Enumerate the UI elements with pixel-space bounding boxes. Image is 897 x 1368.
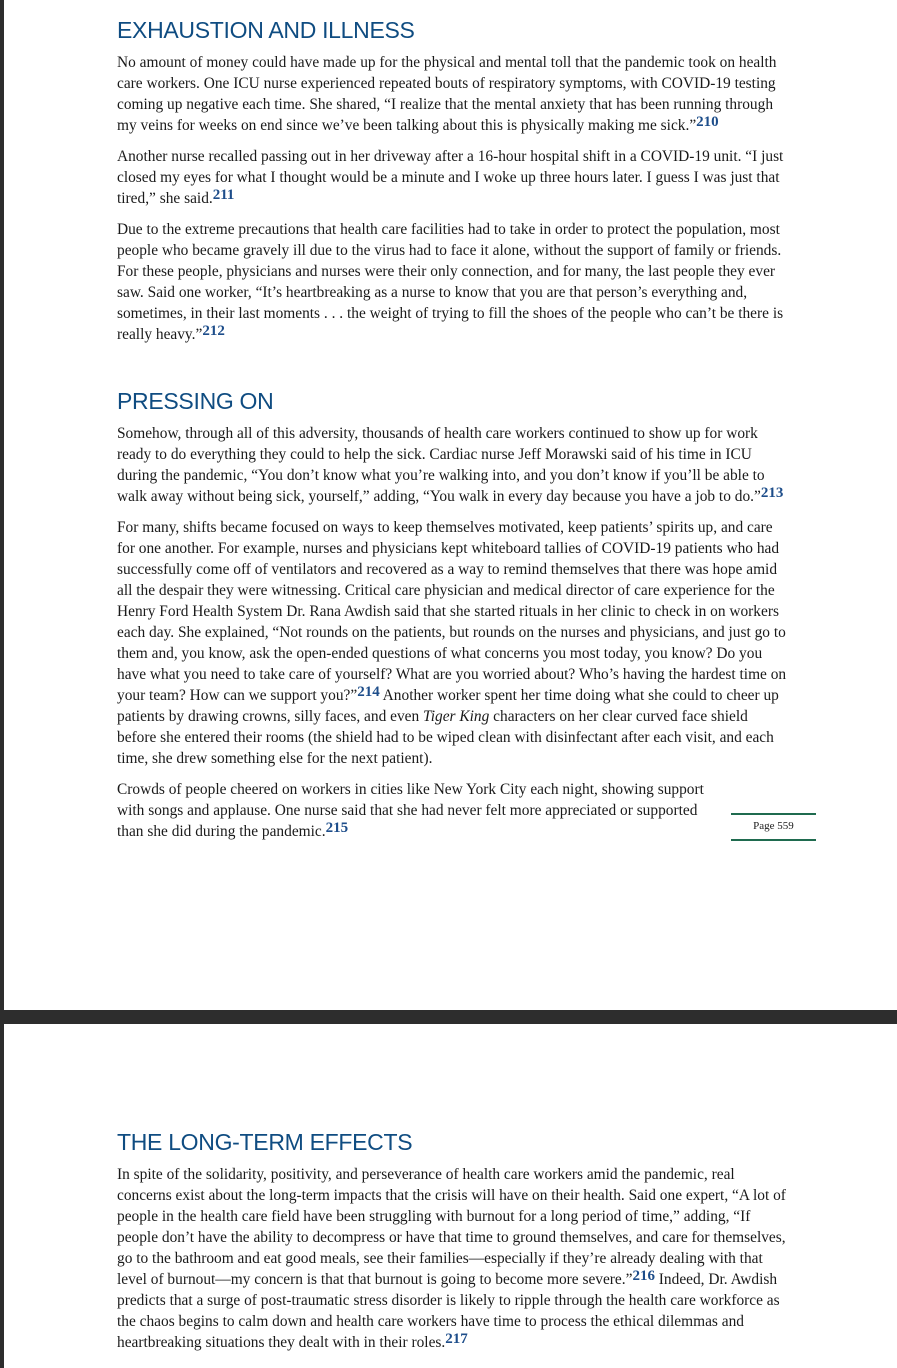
paragraph-text: Another nurse recalled passing out in her driveway after a 16-hour hospital shift in a COVID-19 unit. “I just closed my eyes for what I thought would be a minute and I woke up three hours later. I guess I was just that tired,” she said. xyxy=(117,148,784,207)
section-exhaustion-and-illness xyxy=(117,16,789,345)
section-pressing-on xyxy=(117,387,789,842)
footnote-ref[interactable]: 211 xyxy=(212,187,235,203)
paragraph xyxy=(117,779,725,842)
paragraph xyxy=(117,517,789,769)
paragraph-text: No amount of money could have made up for the physical and mental toll that the pandemic took on health care workers. One ICU nurse experienced repeated bouts of respiratory symptoms, with COVID-19 testing coming up negative each time. She shared, “I realize that the mental anxiety that has been running through my veins for weeks on end since we’ve been talking about this is physically making me sick.” xyxy=(117,54,777,134)
page-separator xyxy=(0,1010,897,1024)
paragraph-text: In spite of the solidarity, positivity, and perseverance of health care workers amid the pandemic, real concerns exist about the long-term impacts that the crisis will have on their health. Said one expert, “A lot of people in the health care field have been struggling with burnout for a long period of time,” adding, “If people don’t have the ability to decompress or have that time to ground themselves, and care for themselves, go to the bathroom and eat good meals, see their families—especially if they’re already dealing with that level of burnout—my concern is that that burnout is going to become more severe.” xyxy=(117,1166,786,1288)
paragraph xyxy=(117,219,789,345)
document-page-next xyxy=(4,1024,897,1368)
paragraph xyxy=(117,52,789,136)
document-page-559 xyxy=(4,0,897,1010)
paragraph xyxy=(117,146,789,209)
footnote-ref[interactable]: 215 xyxy=(325,820,349,836)
page-number-label: Page 559 xyxy=(731,813,816,841)
section-heading: THE LONG-TERM EFFECTS xyxy=(117,1129,413,1155)
footnote-ref[interactable]: 217 xyxy=(445,1331,468,1347)
paragraph-text: characters on her clear curved face shield before she entered their rooms (the shield had to be wiped clean with disinfectant after each visit, and each time, she drew something else for the next patient). xyxy=(117,708,774,767)
section-heading: PRESSING ON xyxy=(117,388,274,414)
footnote-ref[interactable]: 216 xyxy=(632,1268,655,1284)
paragraph-text: Somehow, through all of this adversity, thousands of health care workers continued to show up for work ready to do everything they could to help the sick. Cardiac nurse Jeff Morawski said of his time in ICU during the pandemic, “You don’t know what you’re walking into, and you don’t know if you’ll be able to walk away without being sick, yourself,” adding, “You walk in every day because you have a job to do.” xyxy=(117,425,765,505)
paragraph-text: Crowds of people cheered on workers in cities like New York City each night, showing support with songs and applause. One nurse said that she had never felt more appreciated or supported than she did during the pandemic. xyxy=(117,781,704,840)
paragraph-text: For many, shifts became focused on ways to keep themselves motivated, keep patients’ spirits up, and care for one another. For example, nurses and physicians kept whiteboard tallies of COVID-19 patients who had successfully come off of ventilators and recovered as a way to remind themselves that there was hope amid all the despair they were witnessing. Critical care physician and medical director of care experience for the Henry Ford Health System Dr. Rana Awdish said that she started rituals in her clinic to check in on workers each day. She explained, “Not rounds on the patients, but rounds on the nurses and physicians, and just go to them and, you know, ask the open-ended questions of what concerns you most today, you know? Do you have what you need to take care of yourself? What are you worried about? Who’s having the hardest time on your team? How can we support you?” xyxy=(117,519,787,704)
footnote-ref[interactable]: 212 xyxy=(202,323,225,339)
paragraph-text: Another worker spent her time doing what she could to cheer up patients by drawing crowns, silly faces, and even xyxy=(117,687,779,725)
footnote-ref[interactable]: 213 xyxy=(760,485,784,501)
footnote-ref[interactable]: 210 xyxy=(696,114,719,130)
paragraph-text: Indeed, Dr. Awdish predicts that a surge of post-traumatic stress disorder is likely to ripple through the health care workforce as the chaos begins to calm down and health care workers have time to process the ethical dilemmas and heartbreaking situations they dealt with in their roles. xyxy=(117,1271,780,1351)
footnote-ref[interactable]: 214 xyxy=(357,684,380,700)
paragraph xyxy=(117,423,789,507)
section-heading: EXHAUSTION AND ILLNESS xyxy=(117,17,415,43)
section-long-term-effects xyxy=(117,1128,789,1353)
paragraph xyxy=(117,1164,789,1353)
italic-title: Tiger King xyxy=(423,708,490,725)
paragraph-text: Due to the extreme precautions that health care facilities had to take in order to protect the population, most people who became gravely ill due to the virus had to face it alone, without the support of family or friends. For these people, physicians and nurses were their only connection, and for many, the last people they ever saw. Said one worker, “It’s heartbreaking as a nurse to know that you are that person’s everything and, sometimes, in their last moments . . . the weight of trying to fill the shoes of the people who can’t be there is really heavy.” xyxy=(117,221,784,343)
